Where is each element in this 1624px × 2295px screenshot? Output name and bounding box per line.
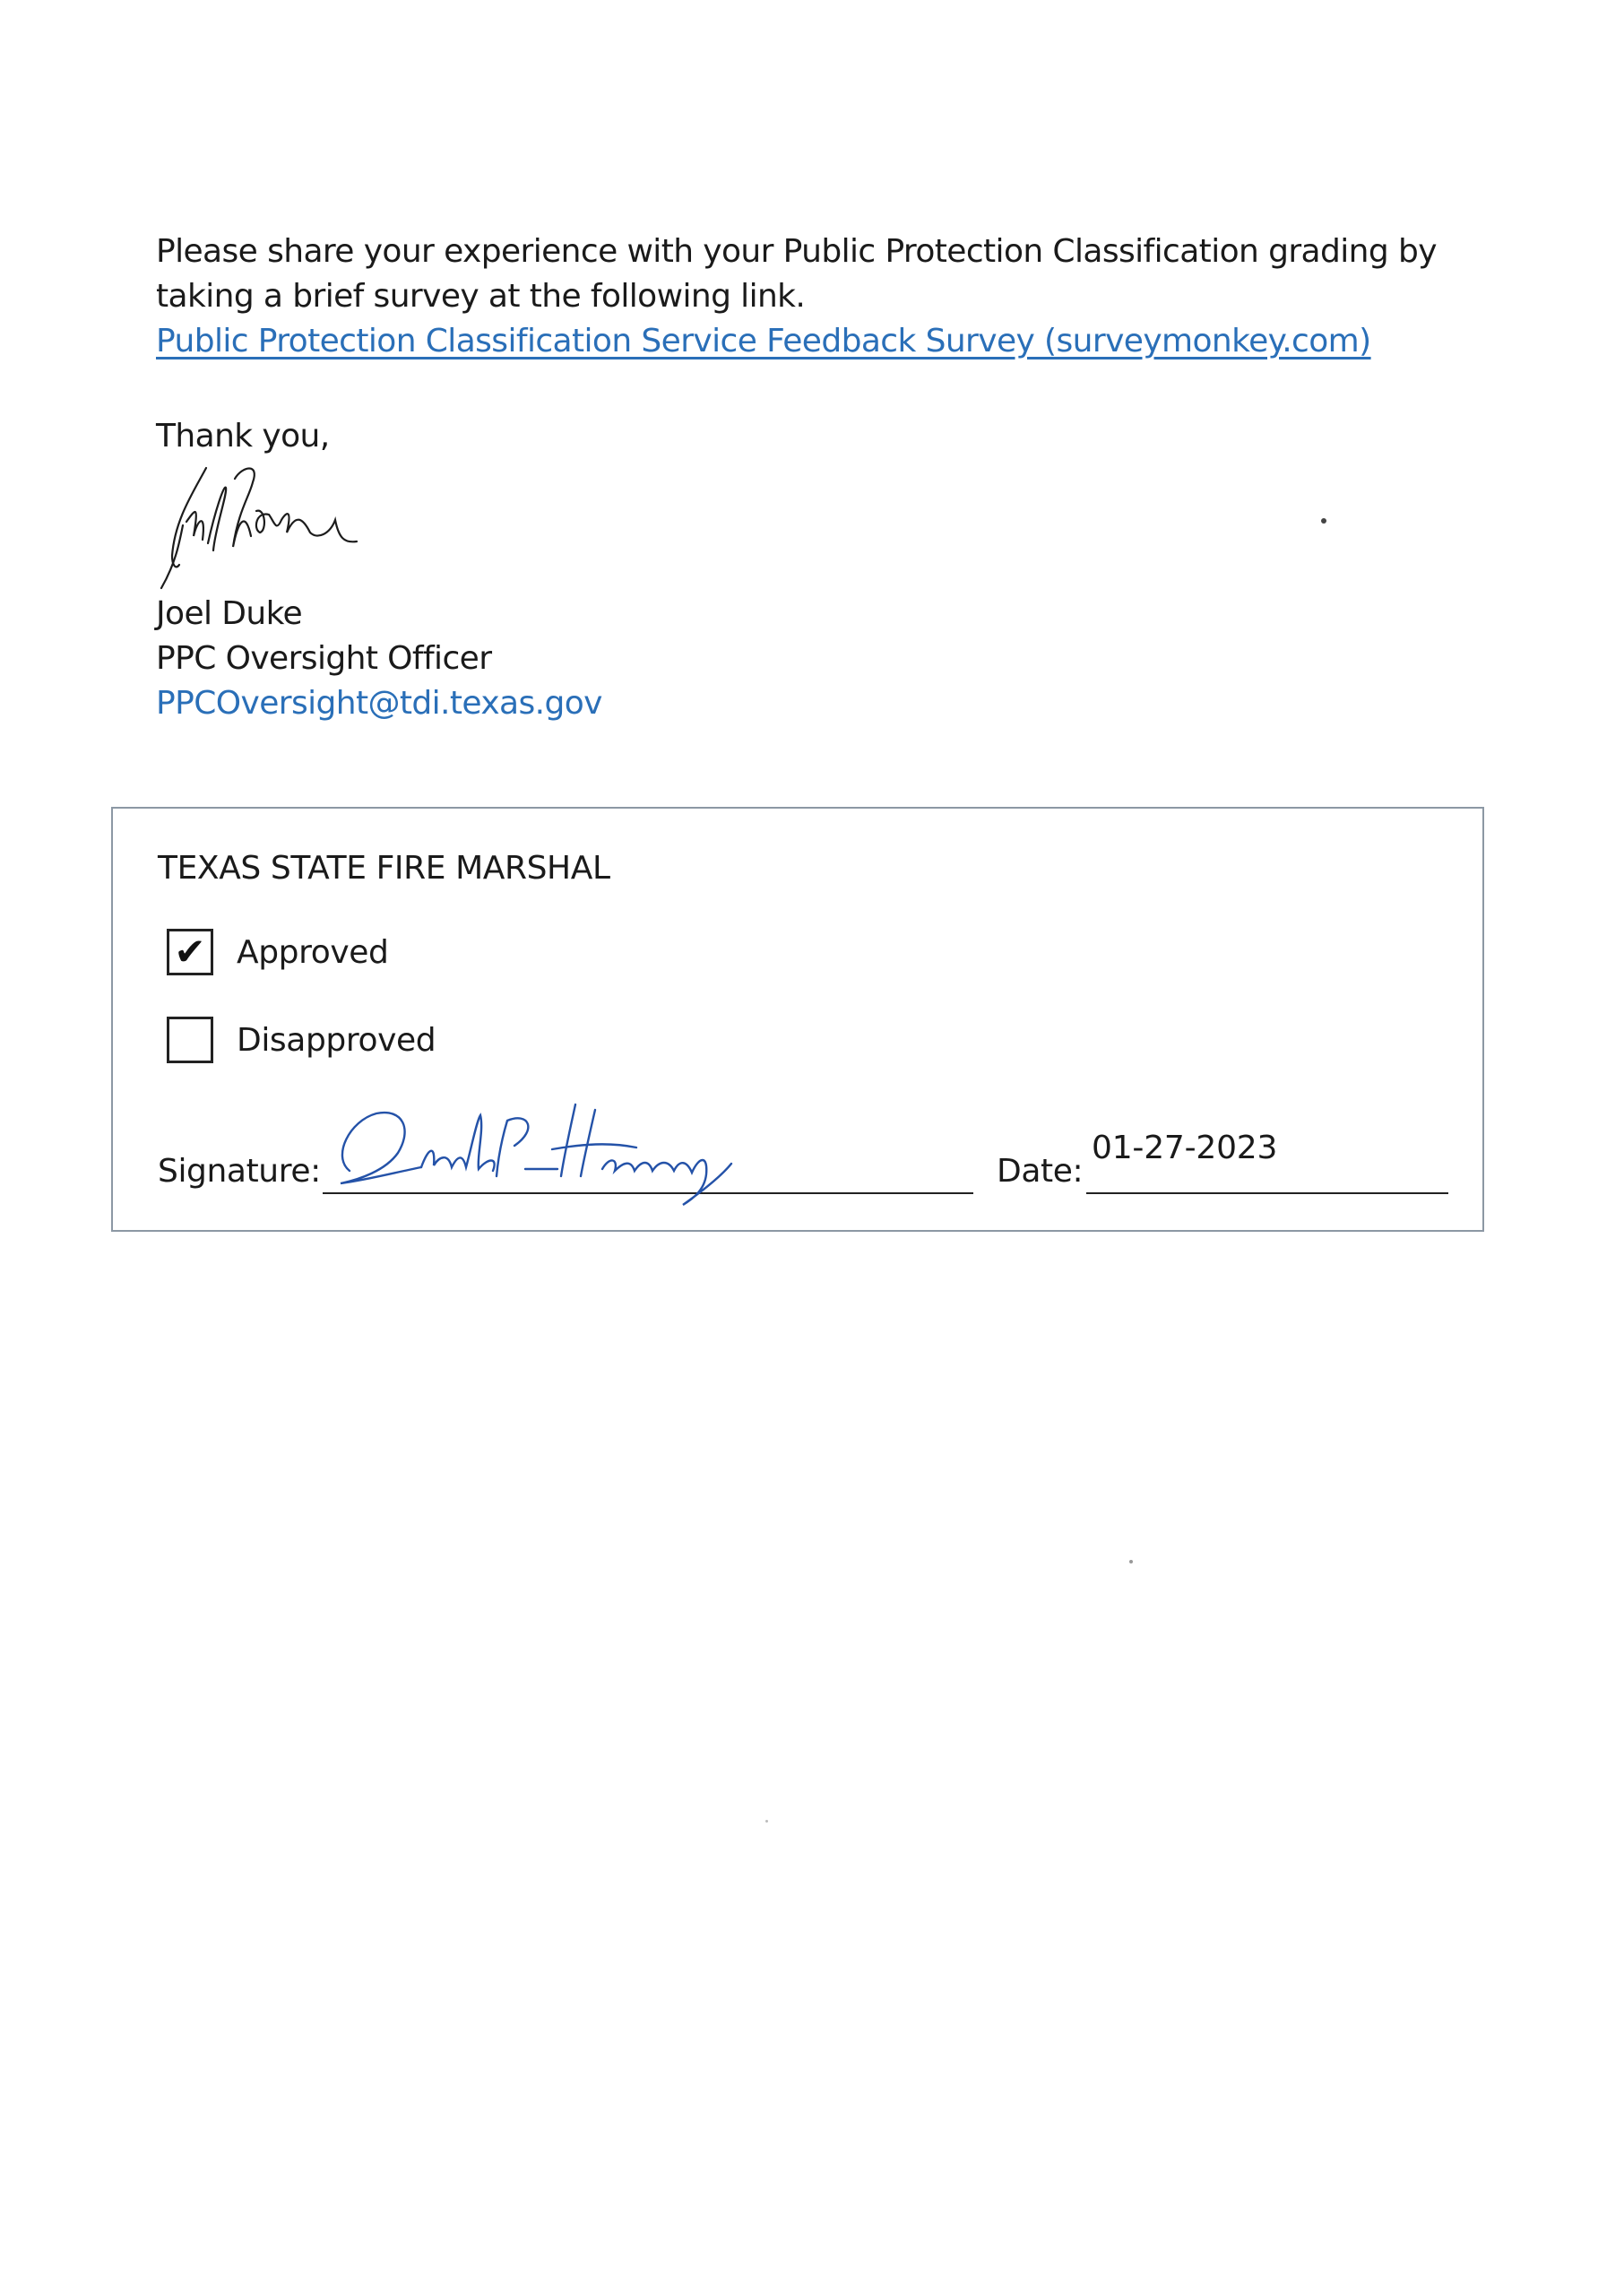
survey-link[interactable]: Public Protection Classification Service Feedback Survey (surveymonkey.com) xyxy=(156,323,1371,359)
approved-option[interactable] xyxy=(167,925,388,979)
signature-label: Signature: xyxy=(158,1153,321,1190)
sender-block xyxy=(156,592,602,726)
scan-speck xyxy=(765,1820,768,1823)
scan-speck xyxy=(1321,518,1326,524)
approval-box xyxy=(111,807,1484,1232)
approval-box-title: TEXAS STATE FIRE MARSHAL xyxy=(158,850,610,887)
survey-intro-text: Please share your experience with your Public Protection Classification grading by taking a brief survey at the following link. xyxy=(156,233,1437,315)
disapproved-label: Disapproved xyxy=(237,1021,436,1059)
sender-email-link[interactable]: PPCOversight@tdi.texas.gov xyxy=(156,685,602,722)
date-value[interactable]: 01-27-2023 xyxy=(1092,1130,1278,1166)
check-mark-icon: ✔ xyxy=(174,930,206,974)
sender-signature xyxy=(152,457,358,592)
sender-title: PPC Oversight Officer xyxy=(156,640,492,677)
date-label: Date: xyxy=(997,1153,1084,1190)
sender-name: Joel Duke xyxy=(156,595,303,632)
approved-label: Approved xyxy=(237,933,389,971)
approved-checkbox[interactable] xyxy=(167,929,213,975)
disapproved-checkbox[interactable] xyxy=(167,1017,213,1063)
scan-speck xyxy=(1129,1560,1133,1563)
date-line xyxy=(1086,1192,1448,1194)
approver-signature xyxy=(323,1094,753,1210)
closing-text: Thank you, xyxy=(156,418,330,455)
disapproved-option[interactable] xyxy=(167,1013,436,1067)
